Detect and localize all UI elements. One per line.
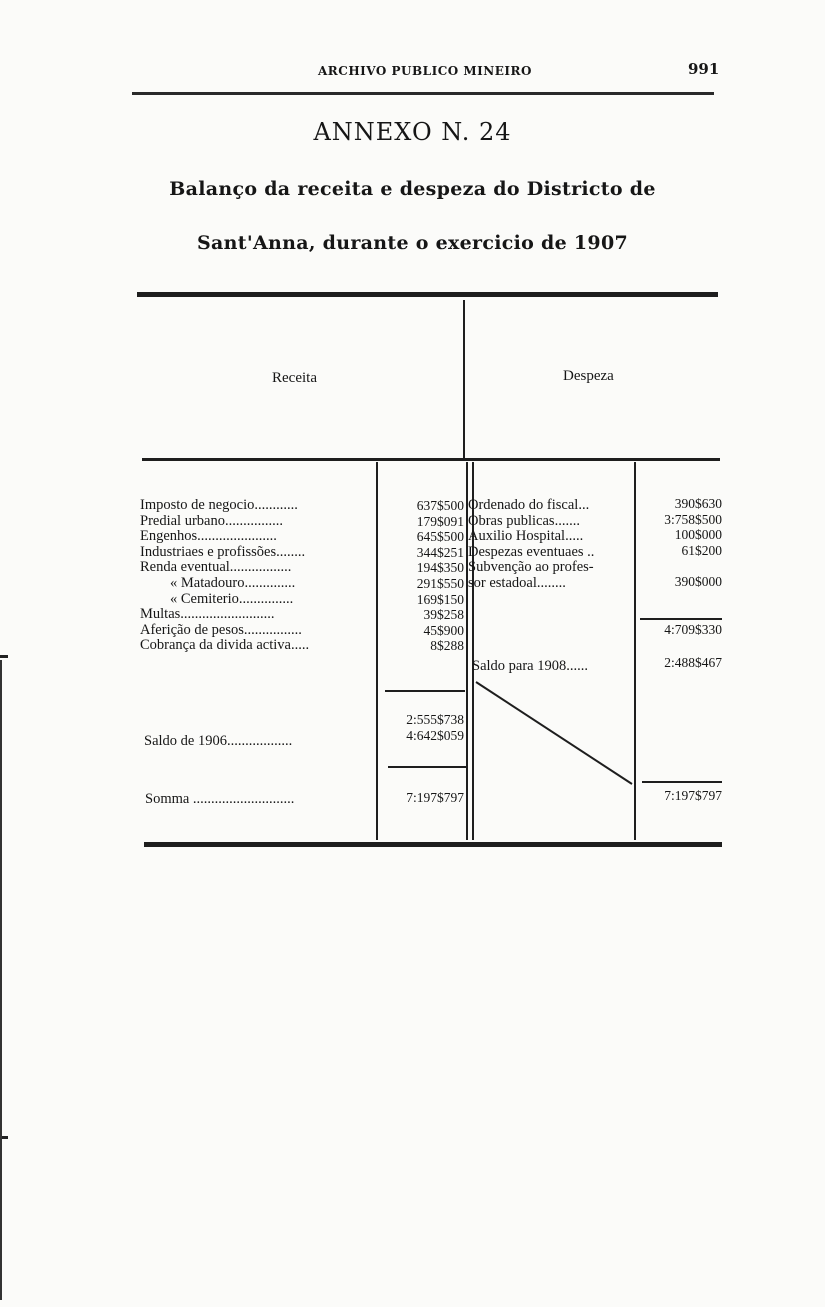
despeza-somma-value: 7:197$797 <box>664 788 722 803</box>
receita-somma-label: Somma ............................ <box>145 791 295 807</box>
page-number: 991 <box>688 60 720 78</box>
despeza-label: Obras publicas....... <box>468 512 580 529</box>
receita-value: 637$500 <box>416 498 464 513</box>
saldo-1906-value: 4:642$059 <box>406 728 464 743</box>
scan-margin-edge <box>0 660 2 1300</box>
receita-subtotal-rule <box>385 690 465 692</box>
title-line-1: Balanço da receita e despeza do Districto de <box>169 178 656 200</box>
despeza-value <box>638 558 722 574</box>
receita-somma-rule <box>388 766 466 768</box>
receita-value: 169$150 <box>416 591 464 607</box>
receita-label: Renda eventual................. <box>140 559 292 576</box>
despeza-value: 61$200 <box>681 542 722 558</box>
despeza-somma-rule <box>642 781 722 783</box>
receita-label: « Cemiterio............... <box>170 590 294 607</box>
receita-value: 39$258 <box>423 607 464 623</box>
despeza-label: Auxilio Hospital..... <box>468 528 584 545</box>
diagonal-cancel-line <box>474 680 636 790</box>
annex-heading: ANNEXO N. 24 <box>313 118 512 146</box>
receita-values <box>380 498 464 654</box>
receita-label: « Matadouro.............. <box>170 574 296 591</box>
receita-value: 45$900 <box>423 622 464 638</box>
saldo-1906-label: Saldo de 1906.................. <box>144 733 293 749</box>
receita-value: 291$550 <box>416 575 464 591</box>
despeza-label: Despezas eventuaes .. <box>468 543 595 560</box>
header-divider <box>463 300 465 458</box>
receita-label: Multas.......................... <box>140 606 275 623</box>
header-rule <box>132 92 714 95</box>
despeza-subtotal-rule <box>640 618 722 620</box>
receita-value: 194$350 <box>416 560 464 576</box>
receita-label: Engenhos...................... <box>140 528 277 545</box>
despeza-value: 390$000 <box>674 573 722 589</box>
running-header: ARCHIVO PUBLICO MINEIRO <box>318 64 532 78</box>
scan-margin-mark <box>0 655 8 658</box>
despeza-value: 100$000 <box>674 527 722 543</box>
receita-value: 344$251 <box>416 544 464 560</box>
despeza-label: Ordenado do fiscal... <box>468 497 590 513</box>
receita-label: Predial urbano................ <box>140 512 283 529</box>
despeza-subtotal: 4:709$330 <box>664 622 722 637</box>
receita-value: 179$091 <box>416 513 464 529</box>
receita-label: Cobrança da divida activa..... <box>140 637 310 654</box>
receita-value: 645$500 <box>416 529 464 545</box>
column-header-receita: Receita <box>272 370 317 386</box>
title-line-2: Sant'Anna, durante o exercicio de 1907 <box>197 232 628 254</box>
receita-value-divider <box>376 462 378 840</box>
receita-labels <box>140 498 375 654</box>
despeza-label: sor estadoal........ <box>468 574 566 591</box>
receita-value: 8$288 <box>430 638 464 654</box>
despeza-values <box>638 496 722 590</box>
receita-label: Industriaes e profissões........ <box>140 543 306 560</box>
receita-somma-value: 7:197$797 <box>406 790 464 805</box>
table-bottom-rule <box>144 842 722 847</box>
table-top-rule <box>137 292 718 297</box>
despeza-value: 390$630 <box>674 496 722 511</box>
despeza-label: Subvenção ao profes- <box>468 559 594 576</box>
saldo-1908-label: Saldo para 1908...... <box>472 658 588 674</box>
despeza-value: 3:758$500 <box>664 511 722 527</box>
saldo-1908-value: 2:488$467 <box>664 655 722 670</box>
column-header-despeza: Despeza <box>563 368 614 384</box>
header-bottom-rule <box>142 458 720 461</box>
despeza-labels <box>468 498 632 592</box>
receita-subtotal: 2:555$738 <box>406 712 464 727</box>
receita-label: Imposto de negocio............ <box>140 497 298 513</box>
receita-label: Aferição de pesos................ <box>140 621 302 638</box>
